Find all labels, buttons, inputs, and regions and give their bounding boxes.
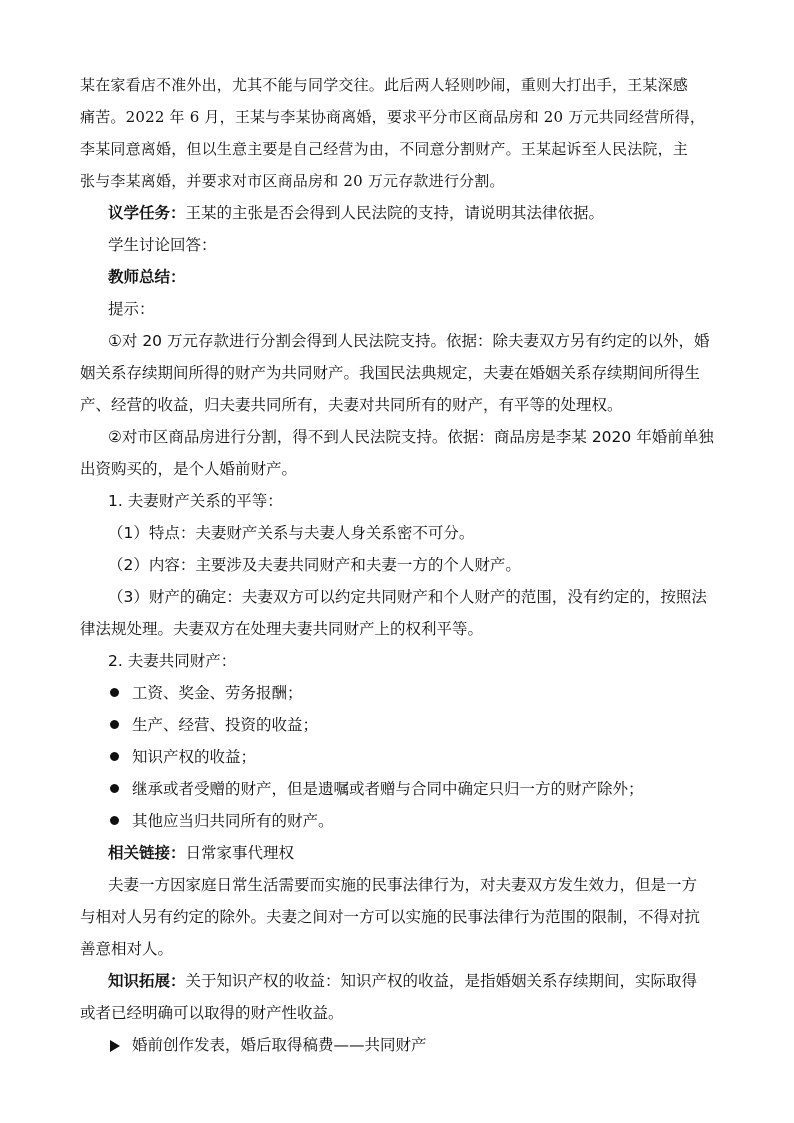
bullet-icon (110, 720, 119, 729)
task-paragraph (108, 203, 604, 223)
link-line-3: 善意相对人。 (80, 940, 174, 958)
task-text: 王某的主张是否会得到人民法院的支持，请说明其法律依据。 (185, 204, 605, 222)
summary-label: 教师总结： (108, 268, 186, 286)
bullet-icon (110, 752, 119, 761)
extend-line-1: 关于知识产权的收益：知识产权的收益，是指婚姻关系存续期间，实际取得 (185, 972, 698, 990)
bullet-item-5: 其他应当归共同所有的财产。 (132, 812, 334, 830)
link-heading (108, 843, 294, 863)
answer1-line-2: 姻关系存续期间所得的财产为共同财产。我国民法典规定，夫妻在婚姻关系存续期间所得生 (80, 364, 701, 382)
discussion-line: 学生讨论回答： (108, 236, 217, 254)
answer1-line-3: 产、经营的收益，归夫妻共同所有，夫妻对共同所有的财产，有平等的处理权。 (80, 396, 623, 414)
bullet-icon (110, 784, 119, 793)
hint-label: 提示： (108, 300, 155, 318)
section1-title: 1. 夫妻财产关系的平等： (108, 492, 283, 510)
case-line-4: 张与李某离婚，并要求对市区商品房和 20 万元存款进行分割。 (80, 172, 505, 190)
bullet-item-2: 生产、经营、投资的收益； (132, 716, 319, 734)
link-line-2: 与相对人另有约定的除外。夫妻之间对一方可以实施的民事法律行为范围的限制，不得对抗 (80, 908, 701, 926)
case-line-1: 某在家看店不准外出，尤其不能与同学交往。此后两人轻则吵闹，重则大打出手，王某深感 (80, 76, 689, 94)
bullet-item-3: 知识产权的收益； (132, 748, 257, 766)
answer1-line-1: ①对 20 万元存款进行分割会得到人民法院支持。依据：除夫妻双方另有约定的以外，婚 (108, 332, 710, 350)
section1-item-1: （1）特点：夫妻财产关系与夫妻人身关系密不可分。 (108, 524, 475, 542)
extend-line-2: 或者已经明确可以取得的财产性收益。 (80, 1004, 344, 1022)
link-line-1: 夫妻一方因家庭日常生活需要而实施的民事法律行为，对夫妻双方发生效力，但是一方 (108, 876, 698, 894)
bullet-item-4: 继承或者受赠的财产，但是遗嘱或者赠与合同中确定只归一方的财产除外； (132, 780, 644, 798)
bullet-icon (110, 688, 119, 697)
bullet-icon (110, 816, 119, 825)
case-line-3: 李某同意离婚，但以生意主要是自己经营为由，不同意分割财产。王某起诉至人民法院，主 (80, 140, 689, 158)
section2-title: 2. 夫妻共同财产： (108, 652, 237, 670)
bullet-item-1: 工资、奖金、劳务报酬； (132, 684, 303, 702)
arrow-item: 婚前创作发表，婚后取得稿费——共同财产 (132, 1036, 427, 1054)
section1-item-3-line-2: 律法规处理。夫妻双方在处理夫妻共同财产上的权利平等。 (80, 620, 484, 638)
answer2-line-2: 出资购买的，是个人婚前财产。 (80, 460, 298, 478)
link-label: 相关链接： (108, 844, 186, 862)
arrow-bullet-icon (110, 1040, 120, 1052)
link-title: 日常家事代理权 (185, 844, 295, 862)
case-line-2: 痛苦。2022 年 6 月，王某与李某协商离婚，要求平分市区商品房和 20 万元共同经营所得， (80, 108, 706, 126)
extend-paragraph (108, 971, 697, 991)
task-label: 议学任务： (108, 204, 186, 222)
extend-label: 知识拓展： (108, 972, 186, 990)
section1-item-3-line-1: （3）财产的确定：夫妻双方可以约定共同财产和个人财产的范围，没有约定的，按照法 (108, 588, 707, 606)
answer2-line-1: ②对市区商品房进行分割，得不到人民法院支持。依据：商品房是李某 2020 年婚前单独 (108, 428, 714, 446)
section1-item-2: （2）内容：主要涉及夫妻共同财产和夫妻一方的个人财产。 (108, 556, 521, 574)
